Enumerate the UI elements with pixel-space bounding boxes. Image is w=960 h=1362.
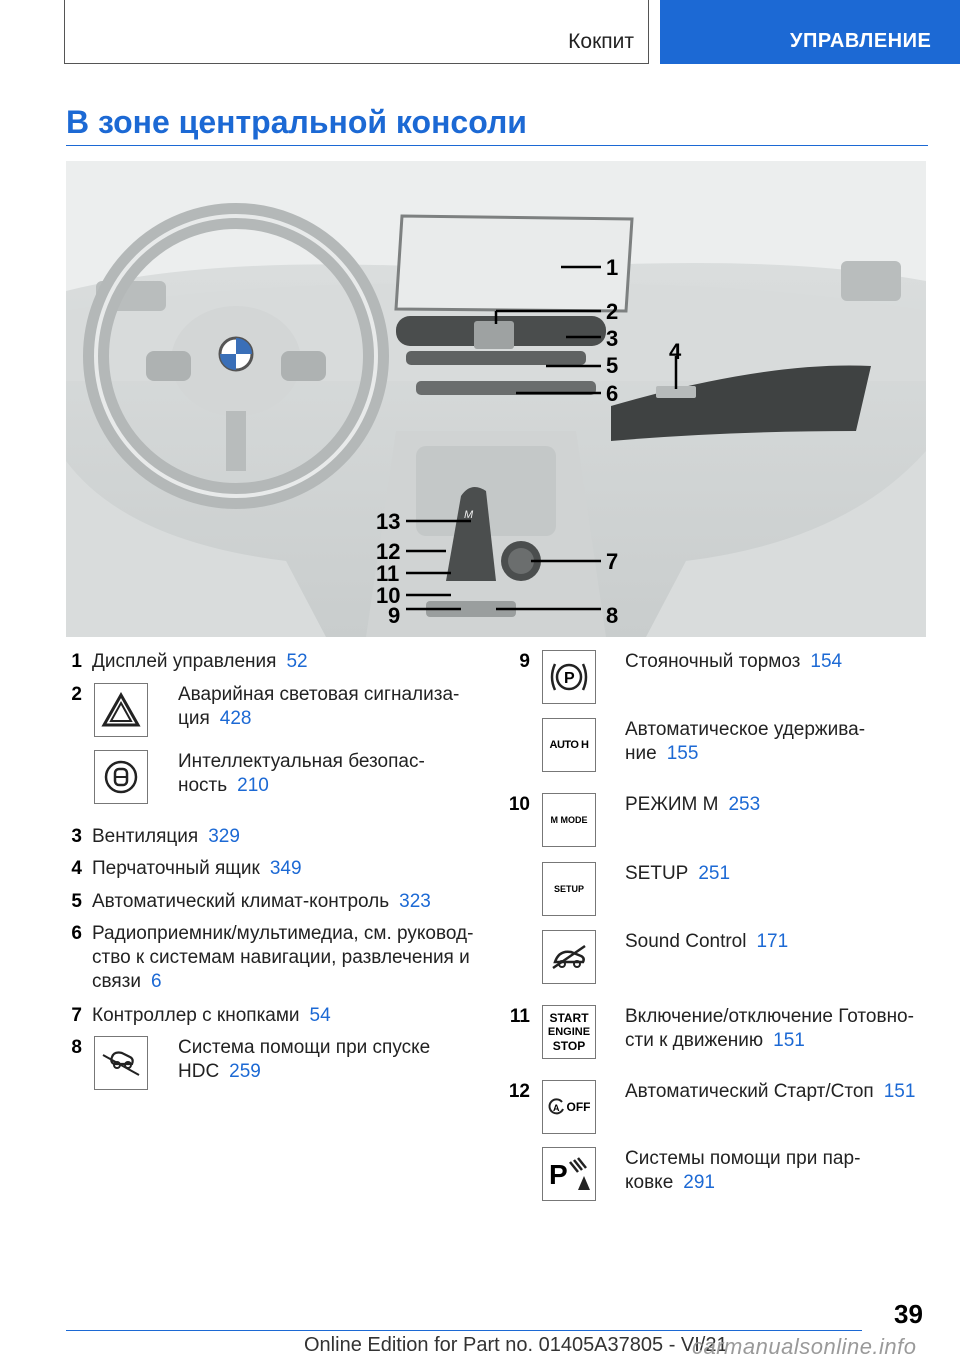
hazard-triangle-icon (94, 683, 148, 737)
header-chapter: УПРАВЛЕНИЕ (790, 30, 932, 52)
page-title: В зоне центральной консоли (66, 104, 527, 140)
page-link[interactable]: 323 (399, 891, 431, 912)
callout-5: 5 (606, 353, 619, 378)
hill-descent-icon (94, 1036, 148, 1090)
callout-11: 11 (376, 561, 400, 586)
callout-12: 12 (376, 539, 401, 564)
svg-text:P: P (549, 1159, 568, 1190)
page-link[interactable]: 151 (883, 1081, 916, 1102)
auto-hold-icon: AUTO H (542, 718, 596, 772)
page-link[interactable]: 52 (286, 651, 308, 672)
shifter-badge: M (464, 509, 474, 521)
callout-4: 4 (669, 339, 682, 364)
page-link[interactable]: 329 (208, 826, 240, 847)
watermark: carmanualsonline.info (692, 1334, 917, 1359)
page-link[interactable]: 251 (698, 863, 731, 884)
svg-text:P: P (564, 670, 575, 687)
callout-9: 9 (388, 603, 401, 628)
callout-10: 10 (376, 583, 401, 608)
svg-text:A: A (552, 1103, 559, 1113)
page-link[interactable]: 349 (269, 858, 302, 879)
page-link[interactable]: 259 (229, 1061, 261, 1082)
page-link[interactable]: 253 (728, 794, 761, 815)
callout-8: 8 (606, 603, 619, 628)
page-link[interactable]: 6 (151, 971, 162, 992)
page-link[interactable]: 210 (237, 775, 269, 796)
page-link[interactable]: 154 (810, 651, 843, 672)
page-number: 39 (894, 1299, 923, 1329)
parking-brake-icon (542, 650, 596, 704)
header-section-box (64, 0, 649, 64)
callout-3: 3 (606, 326, 619, 351)
callout-1: 1 (606, 255, 619, 280)
callout-2: 2 (606, 299, 619, 324)
cockpit-figure (66, 161, 926, 637)
park-assist-icon (542, 1147, 596, 1201)
page-link[interactable]: 151 (773, 1030, 805, 1051)
start-stop-icon: START ENGINE STOP (542, 1005, 596, 1059)
setup-icon: SETUP (542, 862, 596, 916)
m-mode-icon: M MODE (542, 793, 596, 847)
auto-start-stop-off-icon: A OFF (542, 1080, 596, 1134)
cockpit-illustration (66, 161, 926, 637)
header-chapter-box (660, 0, 960, 64)
page-link[interactable]: 54 (309, 1005, 331, 1026)
callout-13: 13 (376, 509, 401, 534)
title-divider (66, 145, 928, 146)
callout-7: 7 (606, 549, 619, 574)
page-link[interactable]: 428 (219, 708, 252, 729)
footer-edition: Online Edition for Part no. 01405A37805 - VI/21 (304, 1334, 728, 1356)
page-link[interactable]: 171 (756, 931, 789, 952)
callout-6: 6 (606, 381, 619, 406)
page-link[interactable]: 291 (683, 1172, 715, 1193)
footer-divider (66, 1330, 862, 1331)
header-section: Кокпит (568, 30, 634, 53)
car-safety-icon (94, 750, 148, 804)
sound-control-icon (542, 930, 596, 984)
page-link[interactable]: 155 (666, 743, 699, 764)
